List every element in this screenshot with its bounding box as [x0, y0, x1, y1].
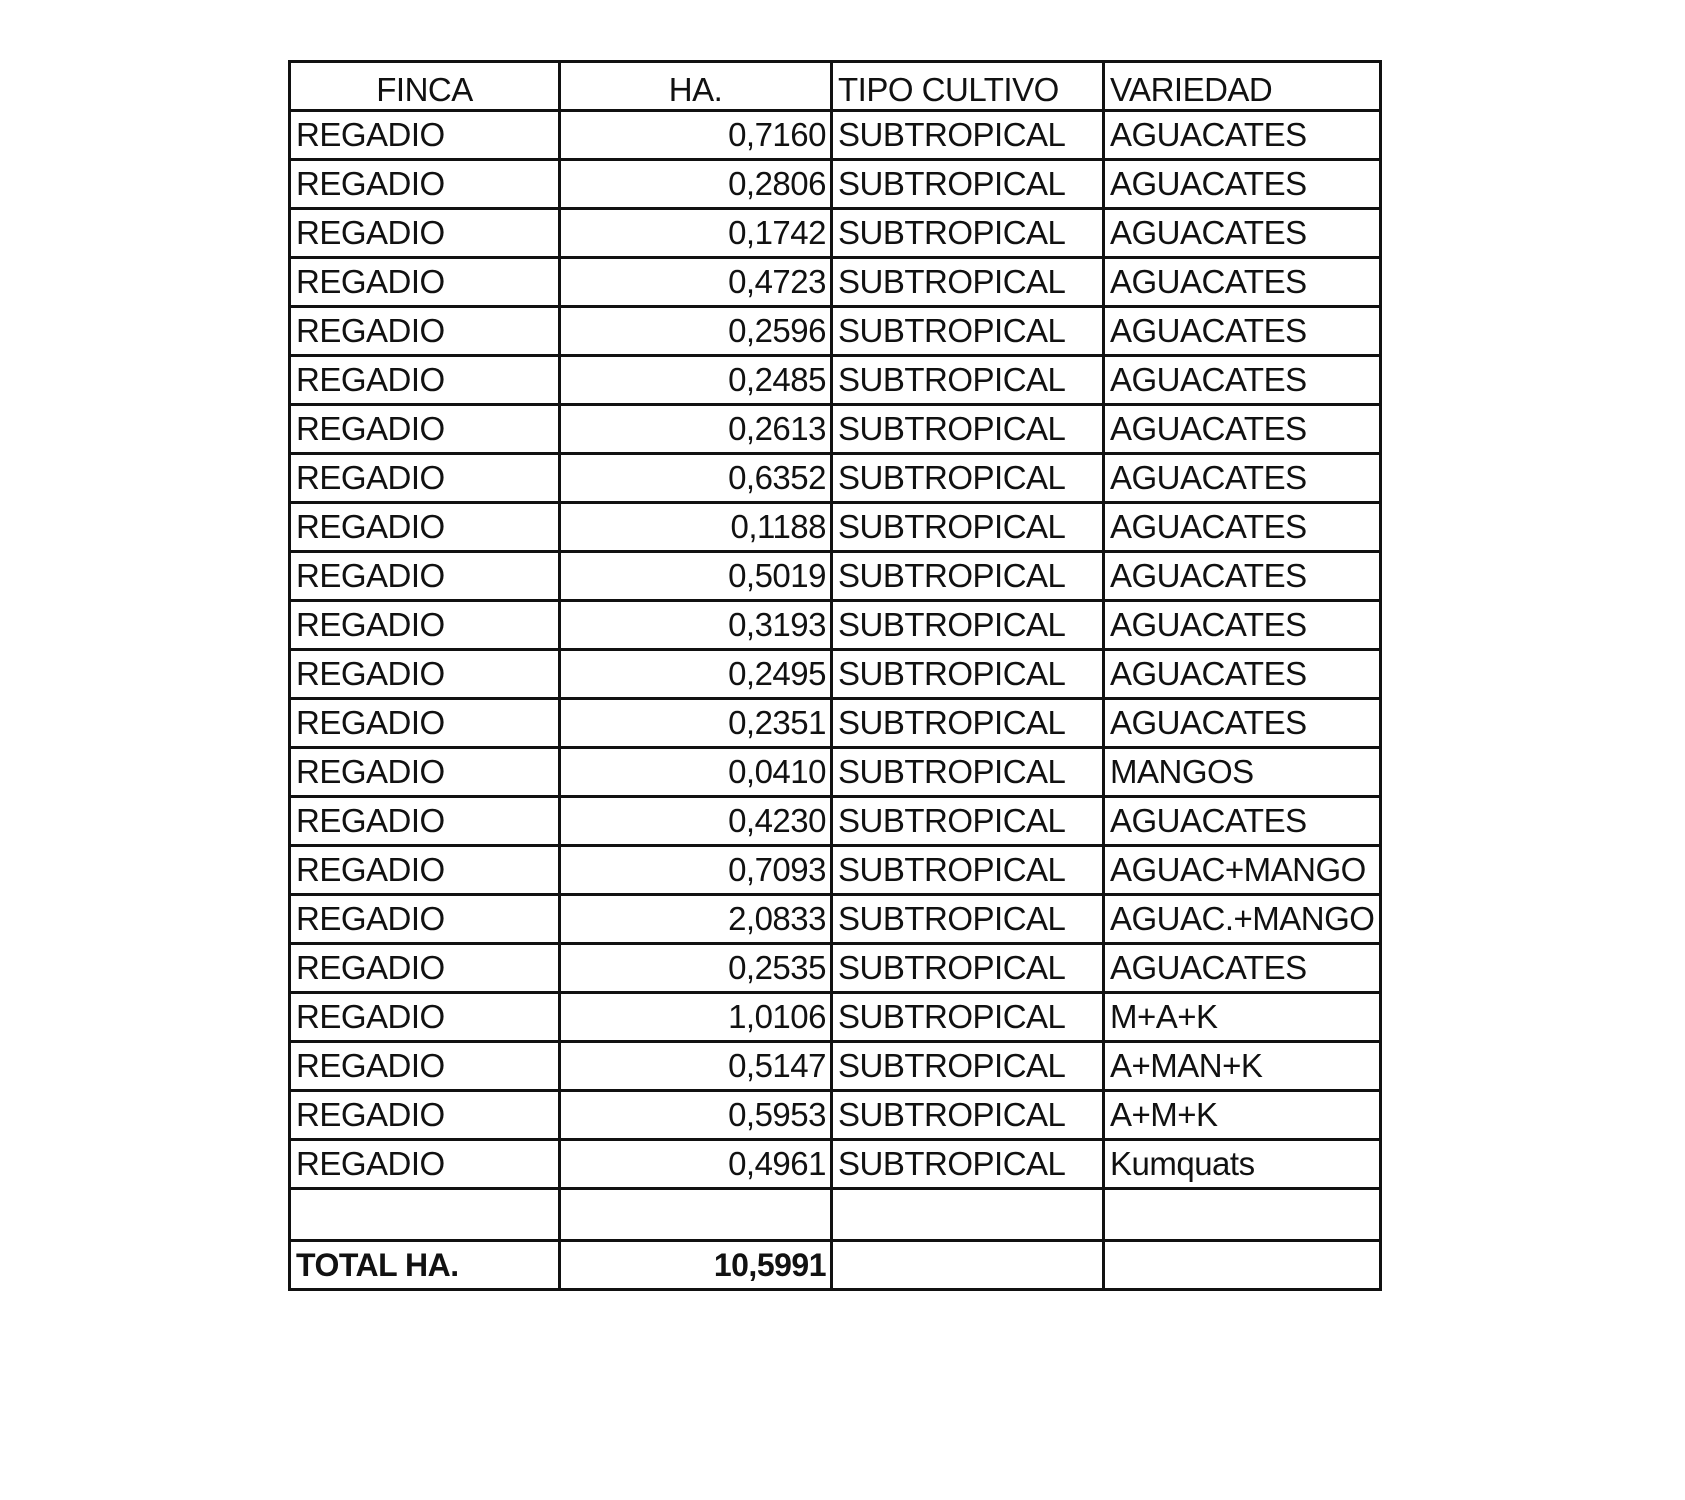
cell-finca: REGADIO: [290, 601, 560, 650]
cell-variedad: AGUAC+MANGO: [1104, 846, 1381, 895]
cell-finca: REGADIO: [290, 111, 560, 160]
total-label: TOTAL HA.: [290, 1241, 560, 1290]
cell-variedad: AGUACATES: [1104, 307, 1381, 356]
empty-cell: [1104, 1189, 1381, 1241]
table-row: [290, 552, 1381, 601]
cell-ha: 0,0410: [560, 748, 832, 797]
cell-variedad: A+M+K: [1104, 1091, 1381, 1140]
cell-tipo-cultivo: SUBTROPICAL: [832, 846, 1104, 895]
cell-tipo-cultivo: SUBTROPICAL: [832, 1042, 1104, 1091]
cell-variedad: A+MAN+K: [1104, 1042, 1381, 1091]
cell-variedad: AGUAC.+MANGO: [1104, 895, 1381, 944]
cell-variedad: AGUACATES: [1104, 258, 1381, 307]
cell-finca: REGADIO: [290, 944, 560, 993]
empty-cell: [832, 1189, 1104, 1241]
cell-tipo-cultivo: SUBTROPICAL: [832, 552, 1104, 601]
cell-tipo-cultivo: SUBTROPICAL: [832, 895, 1104, 944]
table-body: [290, 111, 1381, 1189]
cell-finca: REGADIO: [290, 209, 560, 258]
table-row: [290, 209, 1381, 258]
cell-ha: 2,0833: [560, 895, 832, 944]
crop-area-table: [288, 60, 1382, 1291]
table-row: [290, 160, 1381, 209]
table-row: [290, 503, 1381, 552]
cell-ha: 0,5019: [560, 552, 832, 601]
table-row: [290, 258, 1381, 307]
cell-variedad: AGUACATES: [1104, 944, 1381, 993]
cell-tipo-cultivo: SUBTROPICAL: [832, 993, 1104, 1042]
cell-tipo-cultivo: SUBTROPICAL: [832, 699, 1104, 748]
cell-ha: 0,6352: [560, 454, 832, 503]
cell-ha: 0,7160: [560, 111, 832, 160]
cell-variedad: AGUACATES: [1104, 111, 1381, 160]
cell-tipo-cultivo: SUBTROPICAL: [832, 1140, 1104, 1189]
cell-finca: REGADIO: [290, 356, 560, 405]
cell-variedad: AGUACATES: [1104, 503, 1381, 552]
cell-finca: REGADIO: [290, 797, 560, 846]
cell-variedad: AGUACATES: [1104, 454, 1381, 503]
cell-ha: 0,2495: [560, 650, 832, 699]
cell-finca: REGADIO: [290, 748, 560, 797]
cell-ha: 0,4230: [560, 797, 832, 846]
table-row: [290, 601, 1381, 650]
cell-variedad: AGUACATES: [1104, 552, 1381, 601]
cell-variedad: AGUACATES: [1104, 160, 1381, 209]
table-row: [290, 895, 1381, 944]
cell-ha: 0,2596: [560, 307, 832, 356]
cell-tipo-cultivo: SUBTROPICAL: [832, 797, 1104, 846]
empty-cell: [1104, 1241, 1381, 1290]
cell-finca: REGADIO: [290, 503, 560, 552]
table-row: [290, 846, 1381, 895]
cell-tipo-cultivo: SUBTROPICAL: [832, 748, 1104, 797]
cell-variedad: AGUACATES: [1104, 405, 1381, 454]
header-row: [290, 62, 1381, 111]
cell-variedad: AGUACATES: [1104, 601, 1381, 650]
table-row: [290, 111, 1381, 160]
cell-variedad: AGUACATES: [1104, 356, 1381, 405]
table-row: [290, 797, 1381, 846]
cell-finca: REGADIO: [290, 1091, 560, 1140]
cell-variedad: AGUACATES: [1104, 699, 1381, 748]
cell-variedad: AGUACATES: [1104, 209, 1381, 258]
header-ha: HA.: [560, 62, 832, 111]
cell-tipo-cultivo: SUBTROPICAL: [832, 111, 1104, 160]
cell-finca: REGADIO: [290, 258, 560, 307]
cell-tipo-cultivo: SUBTROPICAL: [832, 1091, 1104, 1140]
total-row: [290, 1241, 1381, 1290]
cell-variedad: AGUACATES: [1104, 650, 1381, 699]
cell-ha: 0,3193: [560, 601, 832, 650]
cell-ha: 0,2351: [560, 699, 832, 748]
empty-cell: [560, 1189, 832, 1241]
cell-ha: 0,4961: [560, 1140, 832, 1189]
cell-finca: REGADIO: [290, 307, 560, 356]
table-row: [290, 356, 1381, 405]
cell-variedad: M+A+K: [1104, 993, 1381, 1042]
cell-tipo-cultivo: SUBTROPICAL: [832, 454, 1104, 503]
cell-tipo-cultivo: SUBTROPICAL: [832, 356, 1104, 405]
cell-tipo-cultivo: SUBTROPICAL: [832, 650, 1104, 699]
cell-finca: REGADIO: [290, 454, 560, 503]
cell-finca: REGADIO: [290, 895, 560, 944]
cell-tipo-cultivo: SUBTROPICAL: [832, 503, 1104, 552]
table-row: [290, 307, 1381, 356]
empty-cell: [290, 1189, 560, 1241]
cell-finca: REGADIO: [290, 993, 560, 1042]
cell-tipo-cultivo: SUBTROPICAL: [832, 944, 1104, 993]
header-finca: FINCA: [290, 62, 560, 111]
table-row: [290, 944, 1381, 993]
cell-finca: REGADIO: [290, 1042, 560, 1091]
cell-variedad: AGUACATES: [1104, 797, 1381, 846]
header-variedad: VARIEDAD: [1104, 62, 1381, 111]
total-value: 10,5991: [560, 1241, 832, 1290]
cell-finca: REGADIO: [290, 1140, 560, 1189]
cell-tipo-cultivo: SUBTROPICAL: [832, 405, 1104, 454]
cell-tipo-cultivo: SUBTROPICAL: [832, 258, 1104, 307]
table-row: [290, 650, 1381, 699]
cell-ha: 0,2613: [560, 405, 832, 454]
cell-ha: 0,2535: [560, 944, 832, 993]
cell-finca: REGADIO: [290, 699, 560, 748]
cell-finca: REGADIO: [290, 846, 560, 895]
cell-tipo-cultivo: SUBTROPICAL: [832, 307, 1104, 356]
cell-finca: REGADIO: [290, 650, 560, 699]
table-row: [290, 1042, 1381, 1091]
cell-ha: 0,7093: [560, 846, 832, 895]
cell-finca: REGADIO: [290, 552, 560, 601]
table-row: [290, 405, 1381, 454]
cell-ha: 0,1742: [560, 209, 832, 258]
empty-cell: [832, 1241, 1104, 1290]
empty-row: [290, 1189, 1381, 1241]
table-row: [290, 1140, 1381, 1189]
cell-tipo-cultivo: SUBTROPICAL: [832, 160, 1104, 209]
table-row: [290, 454, 1381, 503]
table-row: [290, 748, 1381, 797]
cell-finca: REGADIO: [290, 160, 560, 209]
cell-finca: REGADIO: [290, 405, 560, 454]
cell-tipo-cultivo: SUBTROPICAL: [832, 209, 1104, 258]
table-row: [290, 1091, 1381, 1140]
cell-ha: 0,5953: [560, 1091, 832, 1140]
cell-variedad: Kumquats: [1104, 1140, 1381, 1189]
table-row: [290, 699, 1381, 748]
cell-ha: 0,5147: [560, 1042, 832, 1091]
table-row: [290, 993, 1381, 1042]
cell-variedad: MANGOS: [1104, 748, 1381, 797]
cell-ha: 0,2806: [560, 160, 832, 209]
cell-ha: 0,4723: [560, 258, 832, 307]
cell-ha: 0,2485: [560, 356, 832, 405]
cell-ha: 0,1188: [560, 503, 832, 552]
cell-ha: 1,0106: [560, 993, 832, 1042]
cell-tipo-cultivo: SUBTROPICAL: [832, 601, 1104, 650]
header-tipo-cultivo: TIPO CULTIVO: [832, 62, 1104, 111]
